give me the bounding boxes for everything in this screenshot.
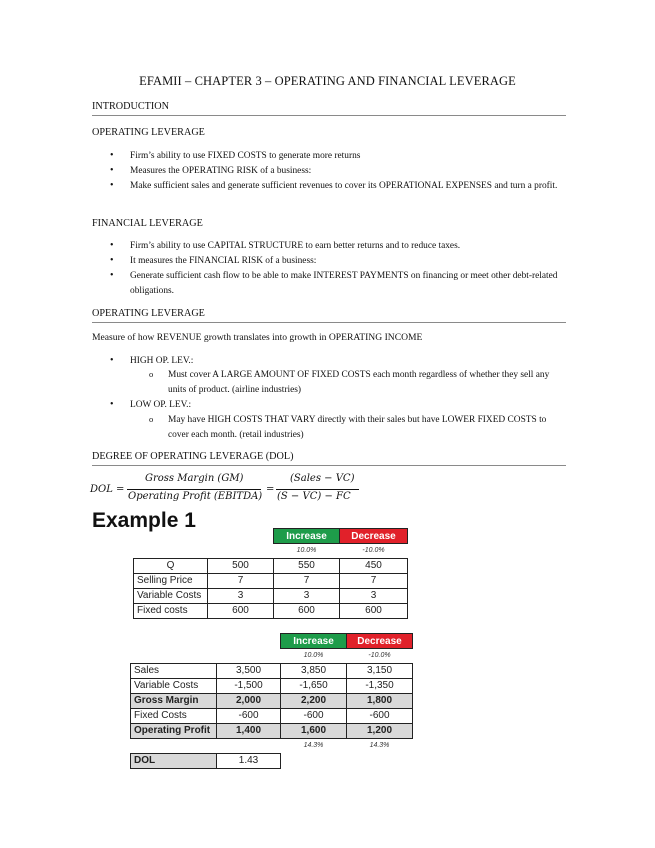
increase-value: -1,650: [281, 678, 347, 693]
formula-denominator-2: (S − VC) − FC: [277, 491, 351, 502]
base-value: 3: [208, 588, 274, 603]
high-op-lev-bullet: • HIGH OP. LEV.:: [130, 354, 566, 369]
increase-value: 1,600: [281, 723, 347, 738]
base-value: 3,500: [217, 663, 281, 678]
decrease-value: 3: [340, 588, 408, 603]
section-heading-dol: DEGREE OF OPERATING LEVERAGE (DOL): [92, 451, 566, 466]
table-row: [131, 663, 413, 678]
increase-value: 3: [274, 588, 340, 603]
increase-value: 7: [274, 573, 340, 588]
result-increase-percent: 14.3%: [303, 742, 324, 750]
document-title: EFAMII – CHAPTER 3 – OPERATING AND FINANCIAL LEVERAGE: [139, 74, 516, 88]
formula-numerator-1: Gross Margin (GM): [145, 473, 244, 484]
base-value: -1,500: [217, 678, 281, 693]
op-bullet-1: • Firm’s ability to use FIXED COSTS to generate more returns: [130, 149, 566, 164]
dol-formula: [90, 473, 360, 507]
decrease-header: Decrease: [340, 529, 408, 544]
table-row: [131, 723, 413, 738]
decrease-value: -600: [347, 708, 413, 723]
example-table-income: [130, 633, 413, 769]
section-heading-operating-leverage: OPERATING LEVERAGE: [92, 127, 205, 138]
decrease-value: 1,800: [347, 693, 413, 708]
row-label: Sales: [131, 663, 217, 678]
base-value: 7: [208, 573, 274, 588]
low-op-lev-bullet: • LOW OP. LEV.:: [130, 398, 566, 413]
formula-denominator-1: Operating Profit (EBITDA): [128, 491, 263, 502]
decrease-value: 600: [340, 603, 408, 618]
formula-numerator-2: (Sales − VC): [290, 473, 355, 484]
decrease-percent: -10.0%: [368, 652, 391, 660]
increase-value: 3,850: [281, 663, 347, 678]
row-label: Q: [134, 558, 208, 573]
op-bullet-2: • Measures the OPERATING RISK of a business:: [130, 164, 566, 179]
row-label: Gross Margin: [131, 693, 217, 708]
increase-header: Increase: [281, 634, 347, 649]
row-label: Fixed Costs: [131, 708, 217, 723]
increase-value: 550: [274, 558, 340, 573]
formula-fraction-bar-2: [276, 489, 359, 490]
formula-lhs: DOL =: [90, 484, 125, 495]
row-label: Selling Price: [134, 573, 208, 588]
fin-bullet-2: • It measures the FINANCIAL RISK of a business:: [130, 254, 566, 269]
op-bullet-3: • Make sufficient sales and generate sufficient revenues to cover its OPERATIONAL EXPENSES and turn a profit.: [130, 179, 566, 194]
fin-bullet-1: • Firm’s ability to use CAPITAL STRUCTURE to earn better returns and to reduce taxes.: [130, 239, 566, 254]
fin-bullet-3: • Generate sufficient cash flow to be able to make INTEREST PAYMENTS on financing or meet other debt-related obligations.: [130, 269, 566, 298]
decrease-percent: -10.0%: [362, 547, 385, 555]
op-measure-text: Measure of how REVENUE growth translates into growth in OPERATING INCOME: [92, 332, 423, 343]
base-value: -600: [217, 708, 281, 723]
row-label: Fixed costs: [134, 603, 208, 618]
table-row: [131, 678, 413, 693]
base-value: 600: [208, 603, 274, 618]
result-decrease-percent: 14.3%: [369, 742, 390, 750]
table-row: [131, 693, 413, 708]
decrease-value: 1,200: [347, 723, 413, 738]
decrease-value: -1,350: [347, 678, 413, 693]
table-row: [134, 558, 408, 573]
increase-value: 600: [274, 603, 340, 618]
formula-fraction-bar-1: [127, 489, 261, 490]
table-row: [134, 588, 408, 603]
high-op-lev-sub: o Must cover A LARGE AMOUNT OF FIXED COSTS each month regardless of whether they sell any units of product. (airline industries): [168, 368, 566, 398]
row-label: Operating Profit: [131, 723, 217, 738]
low-op-lev-sub: o May have HIGH COSTS THAT VARY directly with their sales but have LOWER FIXED COSTS to cover each month. (retail industries): [168, 413, 566, 443]
dol-row: [131, 753, 413, 768]
section-heading-financial-leverage: FINANCIAL LEVERAGE: [92, 218, 203, 229]
example-table-inputs: [133, 528, 408, 619]
formula-equals: =: [266, 484, 275, 495]
table-row: [134, 573, 408, 588]
increase-percent: 10.0%: [303, 652, 324, 660]
decrease-value: 7: [340, 573, 408, 588]
increase-value: 2,200: [281, 693, 347, 708]
decrease-header: Decrease: [347, 634, 413, 649]
increase-header: Increase: [274, 529, 340, 544]
base-value: 2,000: [217, 693, 281, 708]
dol-label: DOL: [131, 753, 217, 768]
row-label: Variable Costs: [134, 588, 208, 603]
section-heading-operating-leverage-2: OPERATING LEVERAGE: [92, 308, 566, 323]
increase-percent: 10.0%: [296, 547, 317, 555]
base-value: 1,400: [217, 723, 281, 738]
increase-value: -600: [281, 708, 347, 723]
dol-value: 1.43: [217, 753, 281, 768]
table-row: [131, 708, 413, 723]
section-heading-introduction: INTRODUCTION: [92, 101, 566, 116]
decrease-value: 450: [340, 558, 408, 573]
row-label: Variable Costs: [131, 678, 217, 693]
table-row: [134, 603, 408, 618]
base-value: 500: [208, 558, 274, 573]
decrease-value: 3,150: [347, 663, 413, 678]
example-heading: Example 1: [92, 509, 196, 532]
